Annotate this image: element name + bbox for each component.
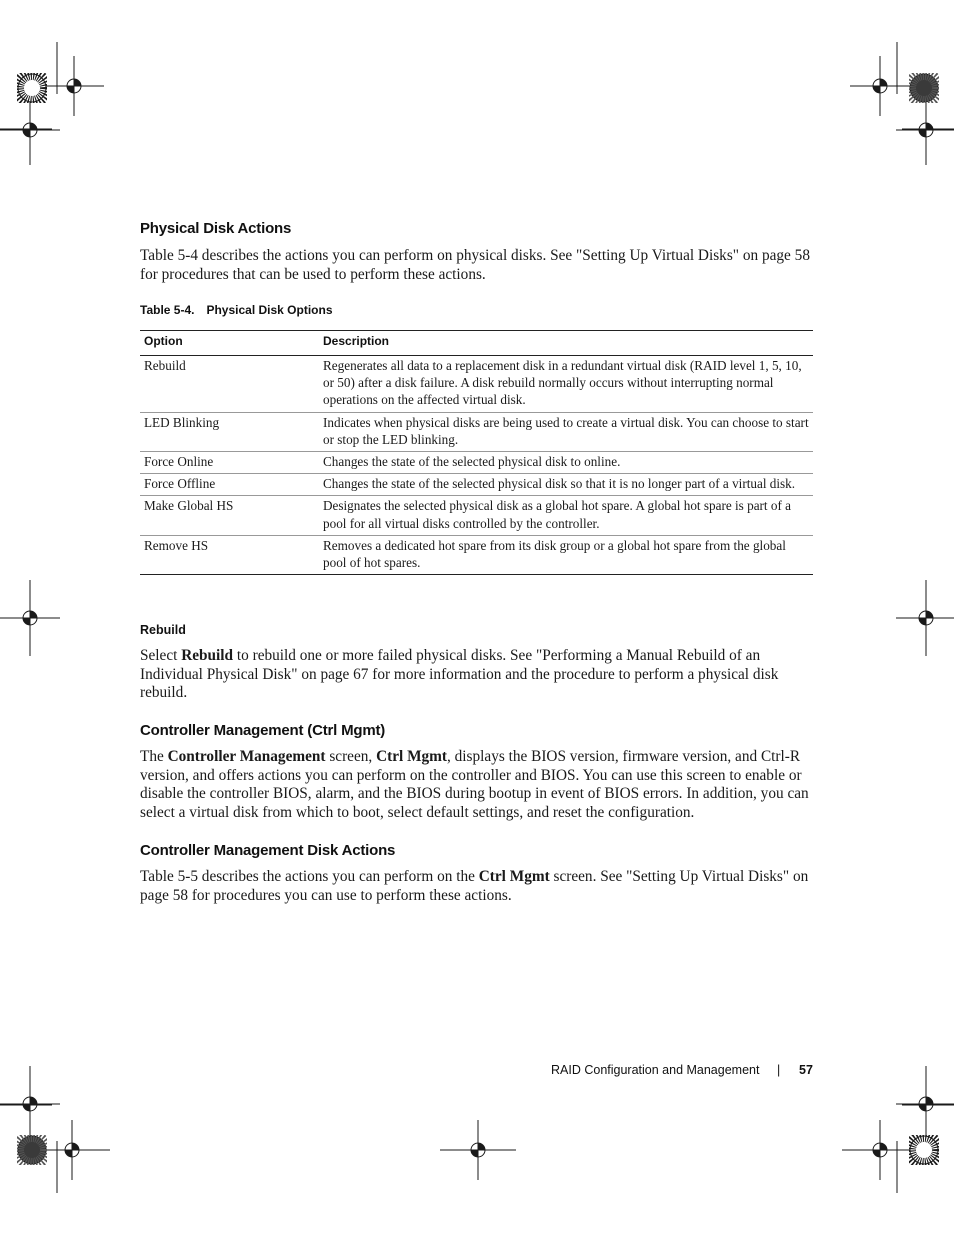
subheading-rebuild: Rebuild: [140, 623, 186, 637]
column-header-description: Description: [319, 331, 813, 356]
physical-disk-intro: Table 5-4 describes the actions you can perform on physical disks. See "Setting Up Virtual Disks" on page 58 for procedures that can be used to perform these actions.: [140, 247, 810, 283]
table-caption-title: Physical Disk Options: [206, 303, 333, 317]
description-cell: Regenerates all data to a replacement disk in a redundant virtual disk (RAID level 1, 5, 10, or 50) after a disk failure. A disk rebuild normally occurs without interrupting normal operations on the affected virtual disk.: [319, 356, 813, 413]
star-target-icon: [17, 73, 47, 103]
table-row: [140, 356, 813, 413]
option-cell: LED Blinking: [140, 412, 319, 451]
crosshair-icon: [0, 95, 60, 165]
dark-target-icon: [909, 73, 939, 103]
footer-title: RAID Configuration and Management: [551, 1063, 760, 1077]
column-header-option: Option: [140, 331, 319, 356]
table-caption: [140, 303, 333, 317]
option-cell: Force Offline: [140, 474, 319, 496]
description-cell: Changes the state of the selected physical disk so that it is no longer part of a virtual disk.: [319, 474, 813, 496]
physical-disk-options-table: [140, 330, 813, 575]
description-cell: Indicates when physical disks are being used to create a virtual disk. You can choose to start or stop the LED blinking.: [319, 412, 813, 451]
controller-disk-actions-paragraph: Table 5-5 describes the actions you can perform on the Ctrl Mgmt screen. See "Setting Up Virtual Disks" on page 58 for procedures you can use to perform these actions.: [140, 868, 809, 904]
dark-target-icon: [17, 1135, 47, 1165]
table-row: [140, 412, 813, 451]
star-target-icon: [909, 1135, 939, 1165]
page-number: 57: [799, 1063, 813, 1077]
section-heading-controller-management: Controller Management (Ctrl Mgmt): [140, 722, 386, 739]
description-cell: Changes the state of the selected physical disk to online.: [319, 452, 813, 474]
crosshair-icon: [896, 95, 954, 165]
section-heading-physical-disk-actions: Physical Disk Actions: [140, 220, 292, 237]
table-row: [140, 535, 813, 574]
footer-separator: |: [777, 1063, 781, 1077]
table-row: [140, 496, 813, 535]
rebuild-bold-term: Rebuild: [181, 647, 234, 664]
crosshair-icon: [440, 1120, 516, 1180]
table-row: [140, 474, 813, 496]
table-header-row: [140, 331, 813, 356]
option-cell: Force Online: [140, 452, 319, 474]
controller-management-paragraph: The Controller Management screen, Ctrl Mgmt, displays the BIOS version, firmware version, and Ctrl-R version, and offers actions you can perform on the controller and BIOS. You can use this screen to enable or disable the controller BIOS, alarm, and the BIOS during bootup in event of BIOS errors. In addition, you can select a virtual disk from which to boot, select default settings, and reset the configuration.: [140, 748, 809, 821]
crosshair-icon: [842, 1120, 918, 1180]
description-cell: Removes a dedicated hot spare from its disk group or a global hot spare from the global pool of hot spares.: [323, 537, 786, 571]
bold-term: Ctrl Mgmt: [478, 868, 550, 885]
option-cell: Remove HS: [144, 537, 209, 553]
crosshair-icon: [896, 580, 954, 656]
bold-term: Controller Management: [167, 748, 326, 765]
description-cell: Designates the selected physical disk as a global hot spare. A global hot spare is part of a pool for all virtual disks controlled by the controller.: [319, 496, 813, 535]
bold-term: Ctrl Mgmt: [376, 748, 447, 765]
option-cell: Rebuild: [140, 356, 319, 413]
rebuild-paragraph: Select Rebuild to rebuild one or more failed physical disks. See "Performing a Manual Rebuild of an Individual Physical Disk" on page 67 for more information and the procedure to perform a physical disk rebuild.: [140, 647, 779, 702]
table-row: [140, 452, 813, 474]
section-heading-controller-disk-actions: Controller Management Disk Actions: [140, 842, 396, 859]
table-caption-number: Table 5-4.: [140, 303, 195, 317]
crosshair-icon: [0, 580, 60, 656]
option-cell: Make Global HS: [140, 496, 319, 535]
